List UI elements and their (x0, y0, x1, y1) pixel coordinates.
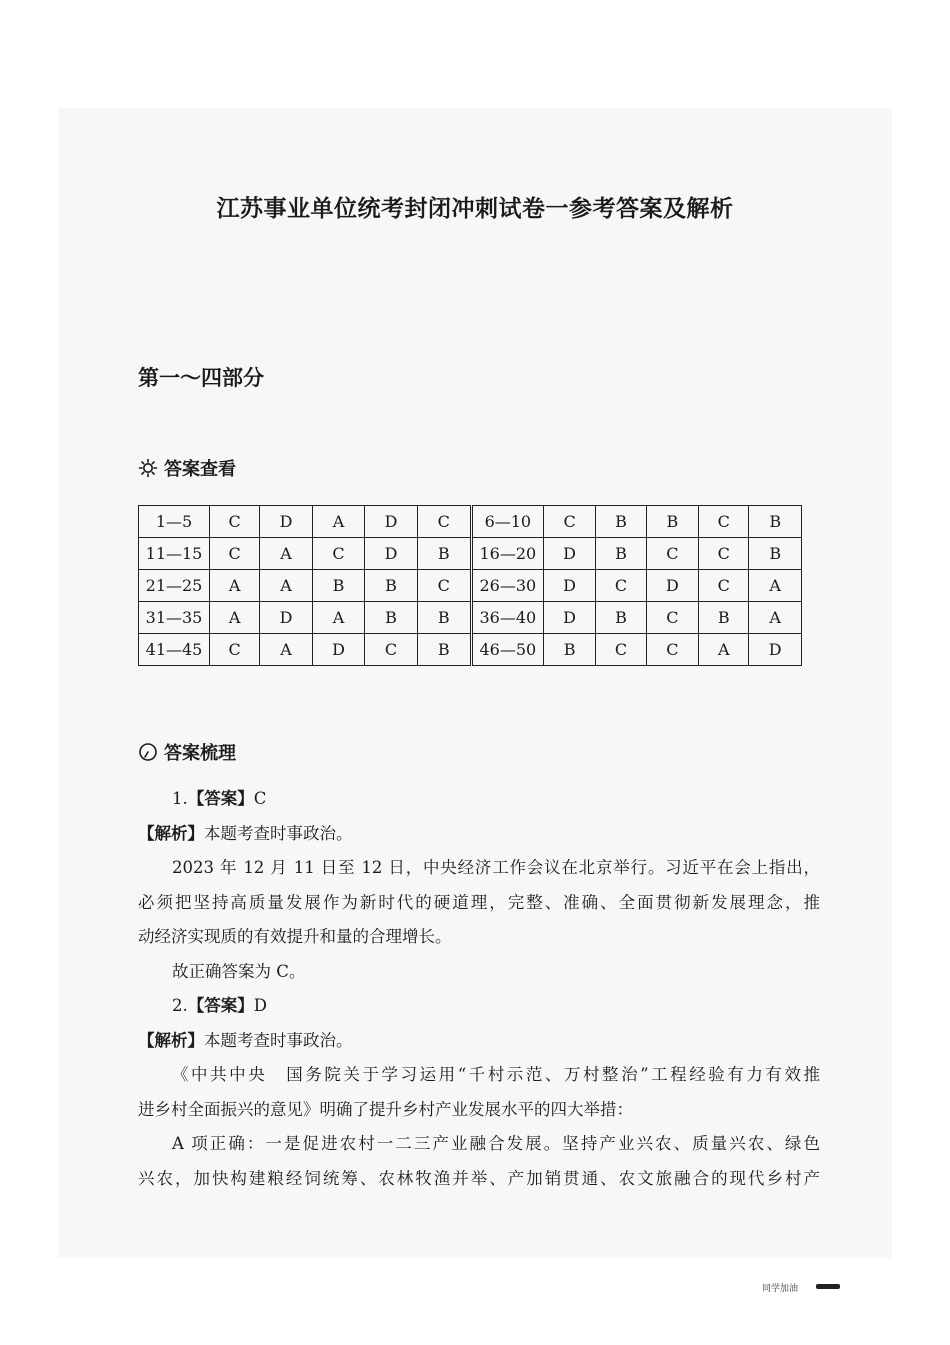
answer-range-cell: 36—40 (471, 602, 543, 634)
footer-text: 同学加油 (762, 1284, 799, 1294)
q2-explanation-line: 【解析】本题考查时事政治。 (138, 1030, 353, 1050)
answer-cell: B (749, 506, 802, 538)
answer-range-cell: 11—15 (139, 538, 210, 570)
answer-cell: D (543, 538, 595, 570)
answer-cell: D (260, 506, 312, 538)
q2-answer-line: 2.【答案】D (172, 996, 267, 1015)
answer-cell: C (312, 538, 364, 570)
answer-range-cell: 46—50 (471, 634, 543, 666)
q1-explanation-line: 【解析】本题考查时事政治。 (138, 823, 353, 843)
clock-icon (138, 742, 158, 762)
answer-cell: A (749, 602, 802, 634)
page-title: 江苏事业单位统考封闭冲刺试卷一参考答案及解析 (216, 196, 734, 222)
answer-cell: C (365, 634, 417, 666)
answer-cell: D (543, 602, 595, 634)
answer-cell: B (312, 570, 364, 602)
answer-cell: B (543, 634, 595, 666)
answer-cell: A (210, 570, 260, 602)
answer-cell: C (210, 538, 260, 570)
answer-cell: C (699, 538, 749, 570)
q2-option-a-line: 兴农，加快构建粮经饲统筹、农林牧渔并举、产加销贯通、农文旅融合的现代乡村产 (138, 1168, 820, 1188)
answer-cell: B (596, 538, 646, 570)
q1-para-line: 动经济实现质的有效提升和量的合理增长。 (138, 927, 452, 946)
answer-cell: C (210, 506, 260, 538)
answer-cell: B (596, 602, 646, 634)
answer-cell: C (646, 538, 698, 570)
answer-range-cell: 26—30 (471, 570, 543, 602)
answer-cell: D (543, 570, 595, 602)
answer-range-cell: 16—20 (471, 538, 543, 570)
answer-range-cell: 21—25 (139, 570, 210, 602)
answer-cell: C (417, 570, 471, 602)
answer-cell: B (417, 634, 471, 666)
q1-answer-line: 1.【答案】C (172, 789, 267, 808)
answer-cell: C (699, 570, 749, 602)
answer-cell: A (312, 506, 364, 538)
footer-bar (816, 1284, 840, 1289)
answer-range-cell: 6—10 (471, 506, 543, 538)
answer-cell: D (365, 506, 417, 538)
answer-cell: C (543, 506, 595, 538)
q2-para-line: 《中共中央 国务院关于学习运用“千村示范、万村整治”工程经验有力有效推 (172, 1065, 820, 1084)
answer-cell: D (749, 634, 802, 666)
answer-table-row (139, 570, 802, 602)
answer-cell: C (210, 634, 260, 666)
part-heading: 第一～四部分 (138, 366, 264, 390)
q1-conclusion: 故正确答案为 C。 (172, 961, 306, 981)
answer-cell: C (646, 634, 698, 666)
answer-cell: C (596, 634, 646, 666)
answer-cell: D (260, 602, 312, 634)
answer-table-row (139, 538, 802, 570)
q2-option-a-line: A 项正确：一是促进农村一二三产业融合发展。坚持产业兴农、质量兴农、绿色 (172, 1134, 820, 1153)
section-answers-heading (138, 455, 236, 481)
sun-icon (138, 458, 158, 478)
answer-cell: D (312, 634, 364, 666)
answer-cell: C (699, 506, 749, 538)
answer-cell: D (646, 570, 698, 602)
answer-cell: B (596, 506, 646, 538)
answer-range-cell: 31—35 (139, 602, 210, 634)
answer-cell: A (260, 570, 312, 602)
answer-cell: B (365, 602, 417, 634)
answer-cell: A (260, 634, 312, 666)
answer-range-cell: 41—45 (139, 634, 210, 666)
section-review-label: 答案梳理 (164, 743, 236, 764)
q1-para-line: 必须把坚持高质量发展作为新时代的硬道理，完整、准确、全面贯彻新发展理念，推 (138, 892, 820, 912)
q1-para-line: 2023 年 12 月 11 日至 12 日，中央经济工作会议在北京举行。习近平在会上指出， (172, 858, 820, 877)
section-answers-label: 答案查看 (164, 459, 236, 480)
answer-cell: B (646, 506, 698, 538)
answer-cell: C (596, 570, 646, 602)
answer-table-row (139, 602, 802, 634)
answer-cell: A (260, 538, 312, 570)
answer-cell: B (417, 602, 471, 634)
answer-table (138, 505, 802, 666)
section-review-heading (138, 739, 236, 765)
answer-cell: D (365, 538, 417, 570)
answer-cell: A (210, 602, 260, 634)
answer-cell: B (749, 538, 802, 570)
answer-cell: A (749, 570, 802, 602)
answer-cell: B (365, 570, 417, 602)
answer-cell: A (699, 634, 749, 666)
answer-cell: B (699, 602, 749, 634)
answer-table-row (139, 634, 802, 666)
answer-review-body (138, 782, 820, 1196)
answer-cell: B (417, 538, 471, 570)
answer-cell: C (417, 506, 471, 538)
q2-para-line: 进乡村全面振兴的意见》明确了提升乡村产业发展水平的四大举措： (138, 1099, 633, 1119)
answer-table-row (139, 506, 802, 538)
answer-cell: C (646, 602, 698, 634)
answer-range-cell: 1—5 (139, 506, 210, 538)
answer-cell: A (312, 602, 364, 634)
